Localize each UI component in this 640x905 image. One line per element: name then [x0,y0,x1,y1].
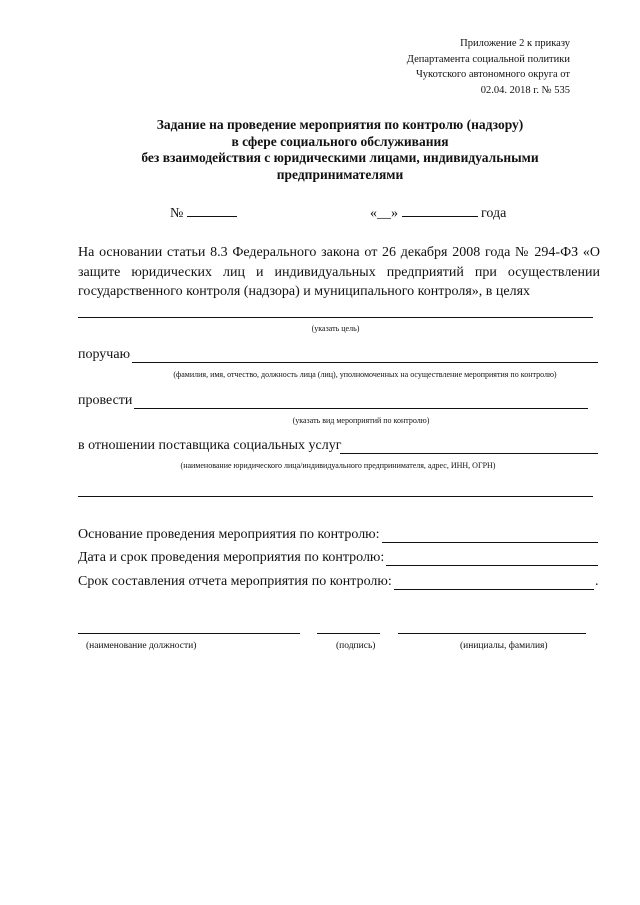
document-title [60,117,620,183]
basis-line-1: На основании статьи 8.3 Федерального закона от 26 декабря 2008 года № 294-ФЗ «О [78,245,600,260]
name-hint: (инициалы, фамилия) [460,641,548,651]
grounds-label: Основание проведения мероприятия по контролю: [78,527,380,542]
conduct-label: провести [78,393,133,408]
date-month-blank[interactable] [402,204,478,217]
basis-line-2: защите юридических лиц и индивидуальных предприятий при осуществлении [78,264,600,280]
conduct-field[interactable] [134,408,588,409]
goal-hint: (указать цель) [311,324,360,333]
title-line-4: предпринимателями [276,166,404,182]
report-field[interactable] [394,589,594,590]
dates-label: Дата и срок проведения мероприятия по контролю: [78,550,385,565]
provider-hint: (наименование юридического лица/индивидуального предпринимателя, адрес, ИНН, ОГРН) [180,461,496,470]
position-field[interactable] [78,633,300,634]
position-hint: (наименование должности) [86,641,197,651]
number-label: № [170,206,184,221]
appendix-line-1: Приложение 2 к приказу [460,38,570,49]
document-date [370,204,506,222]
provider-field[interactable] [340,453,598,454]
appendix-line-4: 02.04. 2018 г. № 535 [480,84,570,96]
assign-field[interactable] [132,362,598,363]
date-open-quote: « [370,206,377,221]
appendix-note [390,36,570,98]
name-field[interactable] [398,633,586,634]
signature-hint: (подпись) [336,641,376,651]
title-line-2: в сфере социального обслуживания [231,133,449,149]
provider-field-continued[interactable] [78,496,593,497]
assign-label: поручаю [78,347,131,362]
number-blank[interactable] [187,204,237,217]
signature-field[interactable] [317,633,380,634]
report-label: Срок составления отчета мероприятия по контролю: [78,574,392,589]
appendix-line-3: Чукотского автономного округа от [415,69,570,80]
title-line-3: без взаимодействия с юридическими лицами, индивидуальными [141,150,539,165]
document-number [170,204,237,222]
date-year-label: года [481,206,507,221]
title-line-1: Задание на проведение мероприятия по контролю (надзору) [156,117,524,132]
event-type-hint: (указать вид мероприятий по контролю) [292,416,430,425]
provider-label: в отношении поставщика социальных услуг [78,438,342,453]
basis-line-3: государственного контроля (надзора) и муниципального контроля», в целях [78,284,531,299]
date-close-quote: » [391,206,398,221]
grounds-field[interactable] [382,542,598,543]
date-day-blank[interactable]: __ [377,206,391,221]
dates-field[interactable] [386,565,598,566]
report-period: . [595,574,599,589]
goal-field[interactable] [78,317,593,318]
assignees-hint: (фамилия, имя, отчество, должность лица (лиц), уполномоченных на осуществление мероприятия по контролю) [173,370,557,379]
basis-paragraph [78,243,600,302]
appendix-line-2: Департамента социальной политики [406,53,570,65]
